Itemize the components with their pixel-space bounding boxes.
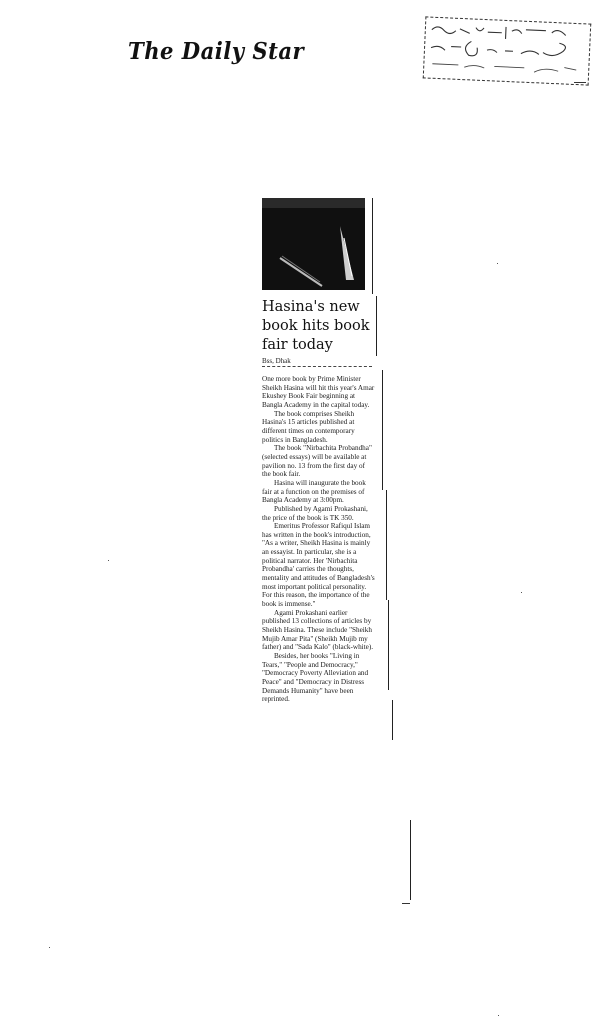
paragraph: Hasina will inaugurate the book fair at a function on the premises of Bangla Academy at 3:00pm.	[262, 478, 366, 505]
date-stamp	[423, 16, 592, 85]
masthead-logo: The Daily Star	[128, 38, 305, 65]
article-photo	[262, 198, 365, 290]
paragraph: Emeritus Professor Rafiqul Islam has written in the book's introduction, "As a writer, Sheikh Hasina is mainly an essayist. In particular, she is a political narrator. Her 'Nirbachita Probandha' carries the thoughts, mentality and attitudes of Bangladesh's most important political personality. For this reason, the importance of the book is immense."	[262, 522, 375, 609]
column-rule	[386, 490, 387, 600]
headline: Hasina's new book hits book fair today	[262, 299, 370, 353]
scan-speck	[521, 592, 522, 593]
paragraph: Besides, her books "Living in Tears," "People and Democracy," "Democracy Poverty Alleviation and Peace" and "Democracy in Distress Demands Humanity" have been reprinted.	[262, 652, 369, 704]
column-rule	[372, 198, 373, 294]
paragraph: The book "Nirbachita Probandha" (selected essays) will be available at pavilion no. 13 from the first day of the book fair.	[262, 444, 372, 479]
photo-image-icon	[262, 198, 365, 290]
stamp-handwriting-icon	[424, 17, 590, 84]
column-rule	[376, 296, 377, 356]
cut-mark	[402, 903, 410, 904]
cut-mark	[574, 82, 586, 83]
scan-speck	[49, 947, 50, 948]
paragraph: One more book by Prime Minister Sheikh Hasina will hit this year's Amar Ekushey Book Fair beginning at Bangla Academy in the capital today.	[262, 375, 375, 409]
scan-speck	[108, 560, 109, 561]
paragraph: Published by Agami Prokashani, the price of the book is TK 350.	[262, 504, 368, 522]
paragraph: The book comprises Sheikh Hasina's 15 articles published at different times on contemporary politics in Bangladesh.	[262, 409, 355, 444]
paragraph: Agami Prokashani earlier published 13 collections of articles by Sheikh Hasina. These include "Sheikh Mujib Amar Pita" (Sheikh Mujib my father) and "Sada Kalo" (black-white).	[262, 608, 374, 652]
column-rule	[410, 820, 411, 900]
article-body	[262, 375, 375, 704]
column-rule	[388, 600, 389, 690]
column-rule	[392, 700, 393, 740]
column-rule	[382, 370, 383, 490]
scan-speck	[497, 263, 498, 264]
byline: Bss, Dhak	[262, 357, 372, 367]
newspaper-clipping	[262, 198, 378, 704]
scan-speck	[498, 1015, 499, 1016]
